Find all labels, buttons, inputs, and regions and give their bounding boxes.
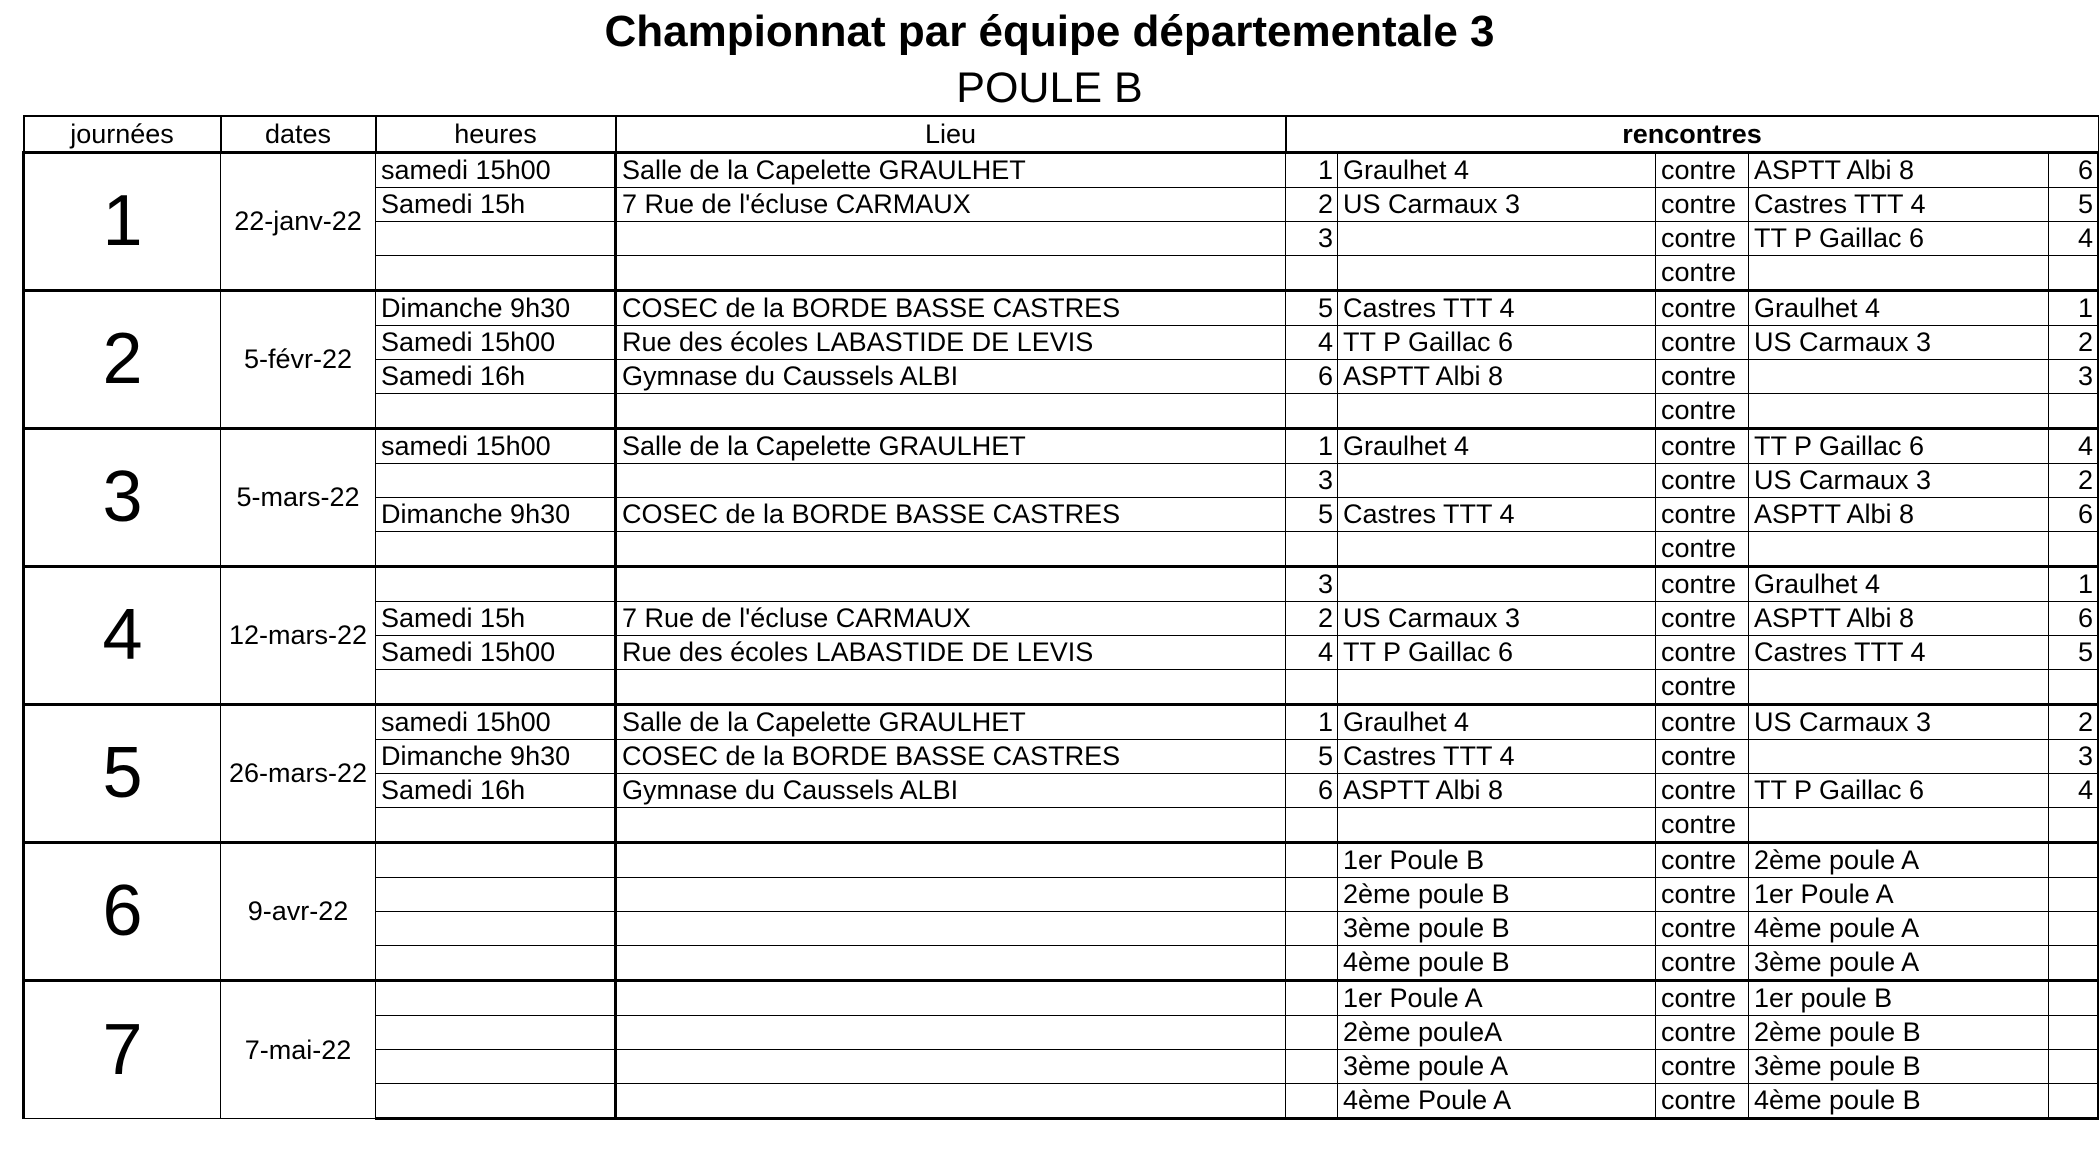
- journee-number: 4: [24, 567, 221, 705]
- home-team-number: 2: [1286, 188, 1338, 222]
- venue-cell: Rue des écoles LABASTIDE DE LEVIS: [616, 636, 1286, 670]
- home-team: [1338, 464, 1656, 498]
- round-date: 12-mars-22: [221, 567, 376, 705]
- time-cell: Samedi 15h: [376, 602, 616, 636]
- away-team-number: [2049, 1084, 2099, 1119]
- venue-cell: [616, 912, 1286, 946]
- versus-label: contre: [1656, 222, 1749, 256]
- away-team: ASPTT Albi 8: [1749, 602, 2049, 636]
- time-cell: [376, 843, 616, 878]
- time-cell: [376, 1084, 616, 1119]
- versus-label: contre: [1656, 912, 1749, 946]
- header-dates: dates: [221, 116, 376, 153]
- time-cell: Samedi 15h: [376, 188, 616, 222]
- away-team: 3ème poule B: [1749, 1050, 2049, 1084]
- away-team-number: [2049, 532, 2099, 567]
- time-cell: samedi 15h00: [376, 705, 616, 740]
- venue-cell: [616, 222, 1286, 256]
- venue-cell: [616, 808, 1286, 843]
- venue-cell: [616, 1084, 1286, 1119]
- time-cell: [376, 464, 616, 498]
- round-date: 5-févr-22: [221, 291, 376, 429]
- versus-label: contre: [1656, 532, 1749, 567]
- time-cell: [376, 808, 616, 843]
- home-team-number: [1286, 532, 1338, 567]
- time-cell: Dimanche 9h30: [376, 291, 616, 326]
- time-cell: [376, 1050, 616, 1084]
- venue-cell: [616, 981, 1286, 1016]
- time-cell: Dimanche 9h30: [376, 498, 616, 532]
- away-team: ASPTT Albi 8: [1749, 153, 2049, 188]
- versus-label: contre: [1656, 705, 1749, 740]
- header-journees: journées: [24, 116, 221, 153]
- versus-label: contre: [1656, 981, 1749, 1016]
- home-team-number: [1286, 878, 1338, 912]
- venue-cell: 7 Rue de l'écluse CARMAUX: [616, 602, 1286, 636]
- time-cell: [376, 567, 616, 602]
- home-team-number: 4: [1286, 636, 1338, 670]
- time-cell: [376, 256, 616, 291]
- home-team-number: 3: [1286, 464, 1338, 498]
- away-team: 1er poule B: [1749, 981, 2049, 1016]
- away-team: 4ème poule B: [1749, 1084, 2049, 1119]
- time-cell: [376, 222, 616, 256]
- away-team: US Carmaux 3: [1749, 464, 2049, 498]
- versus-label: contre: [1656, 153, 1749, 188]
- versus-label: contre: [1656, 567, 1749, 602]
- versus-label: contre: [1656, 602, 1749, 636]
- round-date: 5-mars-22: [221, 429, 376, 567]
- home-team: Castres TTT 4: [1338, 291, 1656, 326]
- table-row: [24, 705, 2099, 740]
- journee-number: 7: [24, 981, 221, 1119]
- time-cell: [376, 394, 616, 429]
- home-team: US Carmaux 3: [1338, 188, 1656, 222]
- away-team: 2ème poule A: [1749, 843, 2049, 878]
- home-team-number: 5: [1286, 291, 1338, 326]
- versus-label: contre: [1656, 740, 1749, 774]
- away-team-number: [2049, 843, 2099, 878]
- home-team: 2ème poule B: [1338, 878, 1656, 912]
- away-team: Castres TTT 4: [1749, 188, 2049, 222]
- away-team: US Carmaux 3: [1749, 705, 2049, 740]
- home-team: 1er Poule A: [1338, 981, 1656, 1016]
- versus-label: contre: [1656, 464, 1749, 498]
- versus-label: contre: [1656, 360, 1749, 394]
- schedule-table: [22, 115, 2099, 1120]
- home-team-number: [1286, 843, 1338, 878]
- versus-label: contre: [1656, 843, 1749, 878]
- home-team-number: 5: [1286, 740, 1338, 774]
- time-cell: [376, 912, 616, 946]
- time-cell: Samedi 16h: [376, 774, 616, 808]
- venue-cell: Gymnase du Caussels ALBI: [616, 360, 1286, 394]
- home-team: Graulhet 4: [1338, 705, 1656, 740]
- home-team: ASPTT Albi 8: [1338, 774, 1656, 808]
- away-team-number: [2049, 670, 2099, 705]
- time-cell: [376, 946, 616, 981]
- header-rencontres: rencontres: [1286, 116, 2099, 153]
- away-team-number: 3: [2049, 360, 2099, 394]
- home-team: [1338, 567, 1656, 602]
- venue-cell: [616, 394, 1286, 429]
- home-team: US Carmaux 3: [1338, 602, 1656, 636]
- venue-cell: [616, 567, 1286, 602]
- time-cell: Samedi 16h: [376, 360, 616, 394]
- home-team-number: 3: [1286, 222, 1338, 256]
- header-lieu: Lieu: [616, 116, 1286, 153]
- away-team-number: 4: [2049, 429, 2099, 464]
- versus-label: contre: [1656, 188, 1749, 222]
- away-team-number: 2: [2049, 705, 2099, 740]
- away-team: 4ème poule A: [1749, 912, 2049, 946]
- away-team: [1749, 360, 2049, 394]
- home-team: [1338, 222, 1656, 256]
- away-team-number: 1: [2049, 567, 2099, 602]
- time-cell: [376, 981, 616, 1016]
- versus-label: contre: [1656, 394, 1749, 429]
- home-team: TT P Gaillac 6: [1338, 636, 1656, 670]
- venue-cell: COSEC de la BORDE BASSE CASTRES: [616, 740, 1286, 774]
- versus-label: contre: [1656, 774, 1749, 808]
- home-team-number: 3: [1286, 567, 1338, 602]
- table-row: [24, 153, 2099, 188]
- round-date: 22-janv-22: [221, 153, 376, 291]
- home-team: 3ème poule B: [1338, 912, 1656, 946]
- versus-label: contre: [1656, 670, 1749, 705]
- away-team: [1749, 808, 2049, 843]
- journee-number: 2: [24, 291, 221, 429]
- home-team-number: 6: [1286, 774, 1338, 808]
- versus-label: contre: [1656, 878, 1749, 912]
- home-team-number: [1286, 1084, 1338, 1119]
- away-team: 2ème poule B: [1749, 1016, 2049, 1050]
- venue-cell: Rue des écoles LABASTIDE DE LEVIS: [616, 326, 1286, 360]
- round-date: 26-mars-22: [221, 705, 376, 843]
- home-team: 1er Poule B: [1338, 843, 1656, 878]
- away-team: TT P Gaillac 6: [1749, 774, 2049, 808]
- time-cell: samedi 15h00: [376, 153, 616, 188]
- home-team-number: [1286, 912, 1338, 946]
- home-team-number: 1: [1286, 429, 1338, 464]
- venue-cell: [616, 946, 1286, 981]
- venue-cell: COSEC de la BORDE BASSE CASTRES: [616, 291, 1286, 326]
- versus-label: contre: [1656, 291, 1749, 326]
- home-team: 2ème pouleA: [1338, 1016, 1656, 1050]
- table-row: [24, 429, 2099, 464]
- away-team-number: [2049, 878, 2099, 912]
- home-team-number: [1286, 1050, 1338, 1084]
- round-date: 9-avr-22: [221, 843, 376, 981]
- venue-cell: [616, 843, 1286, 878]
- journee-number: 3: [24, 429, 221, 567]
- time-cell: [376, 1016, 616, 1050]
- away-team: TT P Gaillac 6: [1749, 429, 2049, 464]
- venue-cell: Salle de la Capelette GRAULHET: [616, 153, 1286, 188]
- away-team-number: [2049, 1016, 2099, 1050]
- home-team-number: 5: [1286, 498, 1338, 532]
- away-team: Graulhet 4: [1749, 291, 2049, 326]
- venue-cell: COSEC de la BORDE BASSE CASTRES: [616, 498, 1286, 532]
- away-team: Graulhet 4: [1749, 567, 2049, 602]
- venue-cell: Salle de la Capelette GRAULHET: [616, 705, 1286, 740]
- page-subtitle: POULE B: [956, 64, 1143, 112]
- home-team-number: [1286, 946, 1338, 981]
- time-cell: Dimanche 9h30: [376, 740, 616, 774]
- away-team: [1749, 394, 2049, 429]
- home-team: 4ème poule B: [1338, 946, 1656, 981]
- home-team-number: 4: [1286, 326, 1338, 360]
- journee-number: 6: [24, 843, 221, 981]
- home-team: 3ème poule A: [1338, 1050, 1656, 1084]
- home-team-number: 6: [1286, 360, 1338, 394]
- venue-cell: [616, 256, 1286, 291]
- round-date: 7-mai-22: [221, 981, 376, 1119]
- journee-number: 5: [24, 705, 221, 843]
- home-team-number: [1286, 394, 1338, 429]
- away-team-number: 2: [2049, 464, 2099, 498]
- venue-cell: [616, 878, 1286, 912]
- header-row: [24, 116, 2099, 153]
- home-team: [1338, 808, 1656, 843]
- away-team: [1749, 256, 2049, 291]
- away-team-number: 5: [2049, 636, 2099, 670]
- venue-cell: Salle de la Capelette GRAULHET: [616, 429, 1286, 464]
- home-team: [1338, 532, 1656, 567]
- table-row: [24, 843, 2099, 878]
- home-team: Graulhet 4: [1338, 429, 1656, 464]
- away-team: [1749, 670, 2049, 705]
- away-team-number: 6: [2049, 498, 2099, 532]
- header-heures: heures: [376, 116, 616, 153]
- home-team: Castres TTT 4: [1338, 740, 1656, 774]
- away-team-number: [2049, 912, 2099, 946]
- away-team-number: 5: [2049, 188, 2099, 222]
- table-row: [24, 567, 2099, 602]
- venue-cell: Gymnase du Caussels ALBI: [616, 774, 1286, 808]
- home-team-number: 2: [1286, 602, 1338, 636]
- home-team: [1338, 394, 1656, 429]
- time-cell: [376, 878, 616, 912]
- away-team-number: 2: [2049, 326, 2099, 360]
- versus-label: contre: [1656, 808, 1749, 843]
- away-team-number: [2049, 256, 2099, 291]
- venue-cell: [616, 464, 1286, 498]
- home-team: 4ème Poule A: [1338, 1084, 1656, 1119]
- table-row: [24, 291, 2099, 326]
- away-team-number: [2049, 808, 2099, 843]
- venue-cell: [616, 532, 1286, 567]
- time-cell: Samedi 15h00: [376, 326, 616, 360]
- away-team: TT P Gaillac 6: [1749, 222, 2049, 256]
- home-team-number: [1286, 670, 1338, 705]
- home-team: TT P Gaillac 6: [1338, 326, 1656, 360]
- away-team: 1er Poule A: [1749, 878, 2049, 912]
- home-team-number: [1286, 1016, 1338, 1050]
- page-title: Championnat par équipe départementale 3: [604, 7, 1495, 56]
- home-team-number: [1286, 981, 1338, 1016]
- versus-label: contre: [1656, 326, 1749, 360]
- versus-label: contre: [1656, 498, 1749, 532]
- time-cell: Samedi 15h00: [376, 636, 616, 670]
- venue-cell: 7 Rue de l'écluse CARMAUX: [616, 188, 1286, 222]
- home-team: Graulhet 4: [1338, 153, 1656, 188]
- away-team: [1749, 740, 2049, 774]
- versus-label: contre: [1656, 256, 1749, 291]
- away-team-number: [2049, 394, 2099, 429]
- away-team-number: 1: [2049, 291, 2099, 326]
- home-team: Castres TTT 4: [1338, 498, 1656, 532]
- away-team: 3ème poule A: [1749, 946, 2049, 981]
- home-team: [1338, 670, 1656, 705]
- journee-number: 1: [24, 153, 221, 291]
- home-team-number: [1286, 808, 1338, 843]
- venue-cell: [616, 1016, 1286, 1050]
- home-team-number: [1286, 256, 1338, 291]
- away-team-number: 4: [2049, 222, 2099, 256]
- versus-label: contre: [1656, 1016, 1749, 1050]
- versus-label: contre: [1656, 1084, 1749, 1119]
- versus-label: contre: [1656, 636, 1749, 670]
- time-cell: samedi 15h00: [376, 429, 616, 464]
- table-row: [24, 981, 2099, 1016]
- away-team-number: [2049, 981, 2099, 1016]
- versus-label: contre: [1656, 429, 1749, 464]
- home-team-number: 1: [1286, 153, 1338, 188]
- home-team-number: 1: [1286, 705, 1338, 740]
- schedule-body: [24, 116, 2099, 1119]
- away-team: US Carmaux 3: [1749, 326, 2049, 360]
- versus-label: contre: [1656, 1050, 1749, 1084]
- away-team: [1749, 532, 2049, 567]
- away-team: Castres TTT 4: [1749, 636, 2049, 670]
- away-team-number: 6: [2049, 153, 2099, 188]
- home-team: [1338, 256, 1656, 291]
- time-cell: [376, 670, 616, 705]
- versus-label: contre: [1656, 946, 1749, 981]
- time-cell: [376, 532, 616, 567]
- home-team: ASPTT Albi 8: [1338, 360, 1656, 394]
- away-team-number: 4: [2049, 774, 2099, 808]
- away-team: ASPTT Albi 8: [1749, 498, 2049, 532]
- away-team-number: [2049, 946, 2099, 981]
- away-team-number: 3: [2049, 740, 2099, 774]
- venue-cell: [616, 1050, 1286, 1084]
- away-team-number: 6: [2049, 602, 2099, 636]
- venue-cell: [616, 670, 1286, 705]
- away-team-number: [2049, 1050, 2099, 1084]
